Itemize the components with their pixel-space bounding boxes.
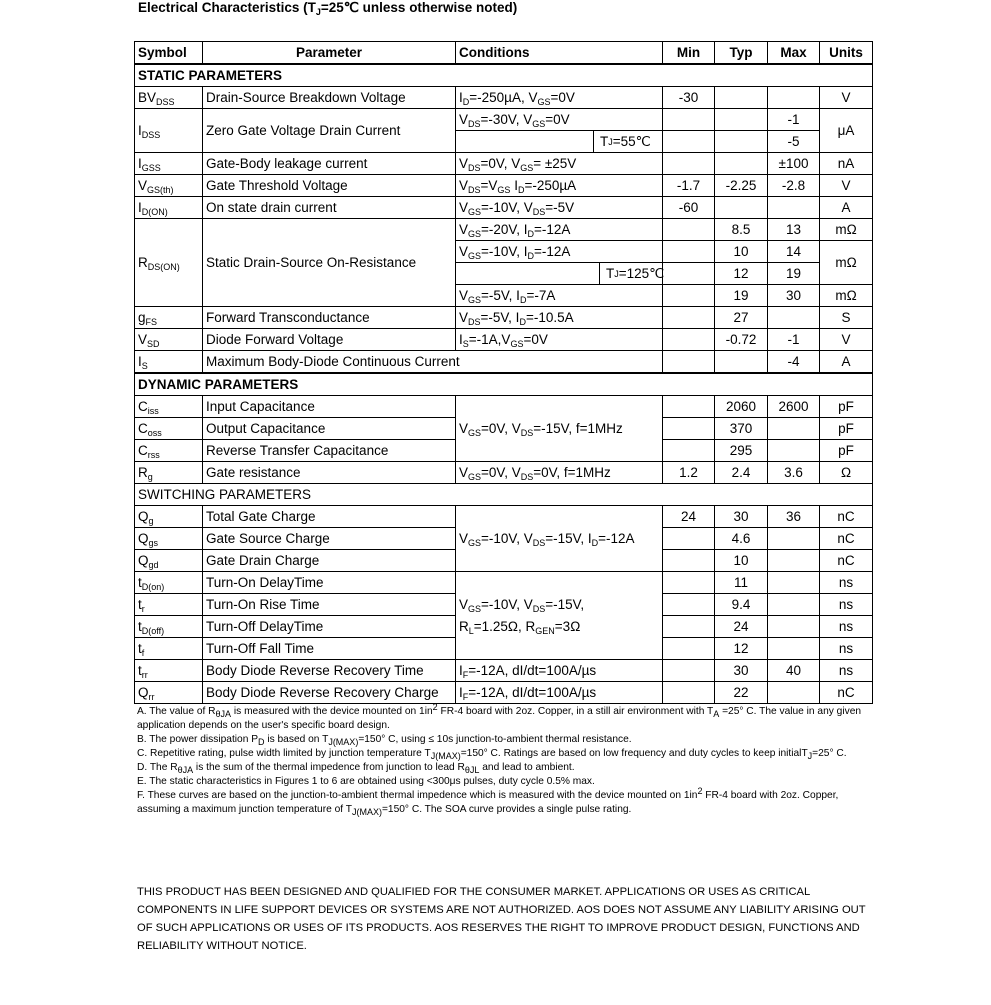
typ-cell: 8.5 (715, 219, 768, 241)
parameter-cell: Turn-Off Fall Time (203, 638, 456, 660)
min-cell (663, 351, 715, 374)
max-cell (768, 197, 820, 219)
typ-cell: 4.6 (715, 528, 768, 550)
units-cell: nC (820, 682, 873, 704)
max-cell: -5 (768, 131, 820, 153)
conditions-cell: $I_D=-250\mu A$, $V_{GS}=0V$ (456, 87, 663, 109)
table-row (135, 175, 873, 197)
parameter-cell: Gate Threshold Voltage (203, 175, 456, 197)
max-cell: 19 (768, 263, 820, 285)
conditions-cell (456, 131, 663, 153)
symbol-cell: $V_{GS(th)}$ (135, 175, 203, 197)
parameter-cell: Static Drain-Source On-Resistance (203, 219, 456, 307)
min-cell (663, 241, 715, 263)
table-row (135, 153, 873, 175)
units-cell: ns (820, 638, 873, 660)
parameter-cell: Turn-On DelayTime (203, 572, 456, 594)
parameter-cell: Total Gate Charge (203, 506, 456, 528)
max-cell: 36 (768, 506, 820, 528)
parameter-cell: Body Diode Reverse Recovery Charge (203, 682, 456, 704)
units-cell: nC (820, 528, 873, 550)
min-cell (663, 307, 715, 329)
conditions-cell: $V_{GS}=0V$, $V_{DS}=-15V$, f=1MHz (456, 396, 663, 462)
units-cell: mΩ (820, 241, 873, 285)
units-cell: mΩ (820, 219, 873, 241)
min-cell: -60 (663, 197, 715, 219)
units-cell: A (820, 197, 873, 219)
footnote-d: D. The $R_{\theta JA}$ is the sum of the thermal impedence from junction to lead $R_{\theta JL}$ and lead to ambient. (137, 762, 575, 775)
conditions-cell: $V_{GS}=-10V$, $I_D=-12A$ (456, 241, 663, 263)
min-cell (663, 396, 715, 418)
min-cell (663, 638, 715, 660)
parameter-cell: On state drain current (203, 197, 456, 219)
min-cell (663, 594, 715, 616)
conditions-cell: $V_{DS}=0V$, $V_{GS}= \pm 25V$ (456, 153, 663, 175)
symbol-cell: $t_r$ (135, 594, 203, 616)
page-title: Electrical Characteristics ($T_J=25℃$ unless otherwise noted) (138, 0, 518, 17)
typ-cell: 30 (715, 660, 768, 682)
section-switching: SWITCHING PARAMETERS (135, 484, 873, 506)
max-cell: 13 (768, 219, 820, 241)
typ-cell: 295 (715, 440, 768, 462)
typ-cell (715, 109, 768, 131)
conditions-cell: $V_{GS}=0V$, $V_{DS}=0V$, f=1MHz (456, 462, 663, 484)
typ-cell: 11 (715, 572, 768, 594)
min-cell (663, 263, 715, 285)
typ-cell: 2060 (715, 396, 768, 418)
conditions-cell: $V_{GS}=-5V$, $I_D=-7A$ (456, 285, 663, 307)
conditions-cell: $V_{GS}=-10V$, $V_{DS}=-15V$, $R_L=1.25\Omega$, $R_{GEN}=3\Omega$ (456, 572, 663, 660)
typ-cell: 27 (715, 307, 768, 329)
header-units: Units (820, 42, 873, 65)
max-cell: ±100 (768, 153, 820, 175)
units-cell: ns (820, 594, 873, 616)
symbol-cell: $C_{rss}$ (135, 440, 203, 462)
min-cell (663, 131, 715, 153)
typ-cell (715, 153, 768, 175)
max-cell: 40 (768, 660, 820, 682)
units-cell: nC (820, 550, 873, 572)
typ-cell: 30 (715, 506, 768, 528)
units-cell: S (820, 307, 873, 329)
header-conditions: Conditions (456, 42, 663, 65)
units-cell: V (820, 175, 873, 197)
parameter-cell: Drain-Source Breakdown Voltage (203, 87, 456, 109)
header-max: Max (768, 42, 820, 65)
parameter-cell: Zero Gate Voltage Drain Current (203, 109, 456, 153)
max-cell (768, 594, 820, 616)
units-cell: nA (820, 153, 873, 175)
typ-cell: -2.25 (715, 175, 768, 197)
conditions-cell: $V_{GS}=-10V$, $V_{DS}=-15V$, $I_D=-12A$ (456, 506, 663, 572)
parameter-cell: Maximum Body-Diode Continuous Current (203, 351, 663, 374)
max-cell (768, 638, 820, 660)
symbol-cell: $t_f$ (135, 638, 203, 660)
min-cell (663, 440, 715, 462)
conditions-cell: $I_F=-12A$, dI/dt=100A/µs (456, 660, 663, 682)
max-cell: 14 (768, 241, 820, 263)
symbol-cell: $R_g$ (135, 462, 203, 484)
typ-cell: 19 (715, 285, 768, 307)
parameter-cell: Reverse Transfer Capacitance (203, 440, 456, 462)
temperature-condition: T J =55℃ (593, 131, 662, 152)
footnote-a: A. The value of $R_{\theta JA}$ is measured with the device mounted on $1in^2$ FR-4 board with 2oz. Copper, in a still air environment with $T_A =25^\circ$ C. The value in any given application depends on the user's specific board design. (137, 702, 862, 731)
table-row (135, 307, 873, 329)
parameter-cell: Body Diode Reverse Recovery Time (203, 660, 456, 682)
min-cell (663, 660, 715, 682)
symbol-cell: $g_{FS}$ (135, 307, 203, 329)
footnotes (137, 702, 867, 817)
footnote-c: C. Repetitive rating, pulse width limited by junction temperature $T_{J(MAX)}=150^\circ$ C. Ratings are based on low frequency and duty cycles to keep initialT$_J$=25° C. (137, 748, 847, 761)
min-cell: 24 (663, 506, 715, 528)
max-cell: -1 (768, 329, 820, 351)
conditions-cell: $I_S=-1A,V_{GS}=0V$ (456, 329, 663, 351)
typ-cell: 12 (715, 638, 768, 660)
max-cell: -4 (768, 351, 820, 374)
min-cell (663, 109, 715, 131)
symbol-cell: $I_{D(ON)}$ (135, 197, 203, 219)
min-cell (663, 572, 715, 594)
table-row (135, 396, 873, 418)
symbol-cell: $C_{oss}$ (135, 418, 203, 440)
footnote-b: B. The power dissipation $P_D$ is based on $T_{J(MAX)}=150^\circ$ C, using ≤ 10s junction-to-ambient thermal resistance. (137, 734, 632, 747)
units-cell: Ω (820, 462, 873, 484)
table-header-row (135, 42, 873, 65)
max-cell: -1 (768, 109, 820, 131)
symbol-cell: $t_{D(on)}$ (135, 572, 203, 594)
min-cell (663, 616, 715, 638)
typ-cell: 22 (715, 682, 768, 704)
table-row (135, 462, 873, 484)
units-cell: mΩ (820, 285, 873, 307)
table-row (135, 572, 873, 594)
units-cell: A (820, 351, 873, 374)
max-cell (768, 682, 820, 704)
conditions-cell: $I_F=-12A$, dI/dt=100A/µs (456, 682, 663, 704)
symbol-cell: $V_{SD}$ (135, 329, 203, 351)
min-cell: -30 (663, 87, 715, 109)
typ-cell: 10 (715, 550, 768, 572)
temperature-condition: T J =125℃ (599, 263, 662, 284)
typ-cell: 12 (715, 263, 768, 285)
units-cell: μA (820, 109, 873, 153)
symbol-cell: $Q_{gs}$ (135, 528, 203, 550)
min-cell (663, 528, 715, 550)
section-dynamic: DYNAMIC PARAMETERS (135, 373, 873, 396)
conditions-cell: $V_{GS}=-20V$, $I_D=-12A$ (456, 219, 663, 241)
footnote-e: E. The static characteristics in Figures 1 to 6 are obtained using <300μs pulses, duty cycle 0.5% max. (137, 776, 595, 787)
max-cell: 3.6 (768, 462, 820, 484)
parameter-cell: Turn-Off DelayTime (203, 616, 456, 638)
table-row (135, 682, 873, 704)
parameter-cell: Output Capacitance (203, 418, 456, 440)
min-cell: 1.2 (663, 462, 715, 484)
typ-cell: -0.72 (715, 329, 768, 351)
header-min: Min (663, 42, 715, 65)
table-row (135, 219, 873, 241)
table-row (135, 660, 873, 682)
max-cell: -2.8 (768, 175, 820, 197)
table-row (135, 87, 873, 109)
footnote-f: F. These curves are based on the junction-to-ambient thermal impedence which is measured with the device mounted on $1in^2$ FR-4 board with 2oz. Copper, assuming a maximum junction temperature of $T_{J(MAX)}=150^\circ$ C. The SOA curve provides a single pulse rating. (137, 786, 839, 817)
symbol-cell: $Q_{rr}$ (135, 682, 203, 704)
symbol-cell: $R_{DS(ON)}$ (135, 219, 203, 307)
typ-cell (715, 131, 768, 153)
units-cell: pF (820, 418, 873, 440)
units-cell: V (820, 329, 873, 351)
min-cell (663, 285, 715, 307)
table-row (135, 109, 873, 131)
min-cell (663, 219, 715, 241)
min-cell: -1.7 (663, 175, 715, 197)
typ-cell: 370 (715, 418, 768, 440)
parameter-cell: Diode Forward Voltage (203, 329, 456, 351)
min-cell (663, 418, 715, 440)
units-cell: pF (820, 396, 873, 418)
symbol-cell: $I_{GSS}$ (135, 153, 203, 175)
conditions-cell: $V_{DS}=-5V$, $I_D=-10.5A$ (456, 307, 663, 329)
disclaimer: THIS PRODUCT HAS BEEN DESIGNED AND QUALIFIED FOR THE CONSUMER MARKET. APPLICATIONS OR USES AS CRITICAL COMPONENTS IN LIFE SUPPORT DEVICES OR SYSTEMS ARE NOT AUTHORIZED. AOS DOES NOT ASSUME ANY LIABILITY ARISING OUT OF SUCH APPLICATIONS OR USES OF ITS PRODUCTS. AOS RESERVES THE RIGHT TO IMPROVE PRODUCT DESIGN, FUNCTIONS AND RELIABILITY WITHOUT NOTICE. (137, 886, 866, 952)
conditions-cell: $V_{DS}=-30V$, $V_{GS}=0V$ (456, 109, 663, 131)
electrical-characteristics-table (134, 41, 873, 704)
typ-cell (715, 87, 768, 109)
max-cell (768, 307, 820, 329)
parameter-cell: Gate Source Charge (203, 528, 456, 550)
units-cell: ns (820, 616, 873, 638)
min-cell (663, 153, 715, 175)
table-row (135, 329, 873, 351)
units-cell: V (820, 87, 873, 109)
max-cell (768, 616, 820, 638)
max-cell: 2600 (768, 396, 820, 418)
min-cell (663, 682, 715, 704)
max-cell (768, 550, 820, 572)
symbol-cell: $t_{D(off)}$ (135, 616, 203, 638)
typ-cell (715, 351, 768, 374)
typ-cell: 2.4 (715, 462, 768, 484)
symbol-cell: $I_{DSS}$ (135, 109, 203, 153)
header-symbol: Symbol (135, 42, 203, 65)
header-typ: Typ (715, 42, 768, 65)
symbol-cell: $Q_{gd}$ (135, 550, 203, 572)
symbol-cell: $t_{rr}$ (135, 660, 203, 682)
typ-cell: 9.4 (715, 594, 768, 616)
table-row (135, 351, 873, 374)
symbol-cell: $BV_{DSS}$ (135, 87, 203, 109)
max-cell (768, 440, 820, 462)
section-static: STATIC PARAMETERS (135, 64, 873, 87)
units-cell: pF (820, 440, 873, 462)
parameter-cell: Forward Transconductance (203, 307, 456, 329)
header-parameter: Parameter (203, 42, 456, 65)
max-cell (768, 528, 820, 550)
max-cell (768, 418, 820, 440)
symbol-cell: $Q_g$ (135, 506, 203, 528)
typ-cell (715, 197, 768, 219)
max-cell: 30 (768, 285, 820, 307)
min-cell (663, 550, 715, 572)
max-cell (768, 87, 820, 109)
units-cell: ns (820, 572, 873, 594)
max-cell (768, 572, 820, 594)
units-cell: ns (820, 660, 873, 682)
parameter-cell: Gate Drain Charge (203, 550, 456, 572)
parameter-cell: Gate resistance (203, 462, 456, 484)
min-cell (663, 329, 715, 351)
parameter-cell: Input Capacitance (203, 396, 456, 418)
table-row (135, 506, 873, 528)
symbol-cell: $I_S$ (135, 351, 203, 374)
typ-cell: 10 (715, 241, 768, 263)
typ-cell: 24 (715, 616, 768, 638)
conditions-cell (456, 263, 663, 285)
units-cell: nC (820, 506, 873, 528)
symbol-cell: $C_{iss}$ (135, 396, 203, 418)
table-row (135, 197, 873, 219)
conditions-cell: $V_{DS}=V_{GS}$ $I_D=-250\mu A$ (456, 175, 663, 197)
conditions-cell: $V_{GS}=-10V$, $V_{DS}=-5V$ (456, 197, 663, 219)
parameter-cell: Turn-On Rise Time (203, 594, 456, 616)
parameter-cell: Gate-Body leakage current (203, 153, 456, 175)
